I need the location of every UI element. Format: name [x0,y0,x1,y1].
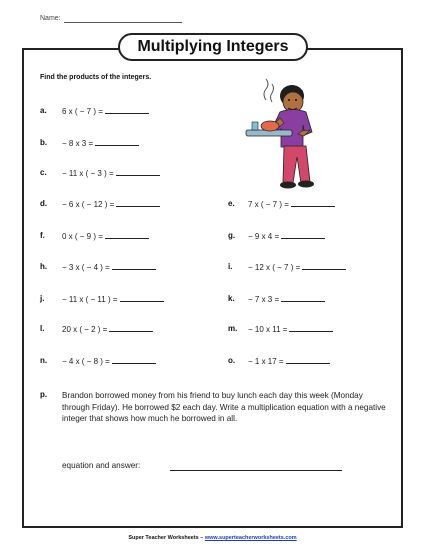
problem-text: 6 x ( − 7 ) = [62,107,103,116]
problem-text: − 4 x ( − 8 ) = [62,357,110,366]
problem-m [248,324,333,334]
problem-a [62,106,149,116]
answer-blank[interactable] [105,106,149,114]
problem-o [248,356,330,366]
problem-text: − 7 x 3 = [248,295,280,304]
footer-link[interactable]: www.superteacherworksheets.com [204,535,297,541]
problem-l [62,324,153,334]
problem-text: − 12 x ( − 7 ) = [248,263,301,272]
answer-blank[interactable] [281,231,325,239]
worksheet-frame [22,48,403,528]
answer-blank[interactable] [112,262,156,270]
footer-separator: – [200,535,204,541]
word-problem-text: Brandon borrowed money from his friend to buy lunch each day this week (Monday through Friday). He borrowed $2 each day. Write a multiplication equation with a negative integer that shows how much he borrowed in all. [62,391,386,423]
answer-blank[interactable] [116,199,160,207]
answer-blank[interactable] [281,294,325,302]
problem-c [62,168,160,178]
problem-letter: m. [228,324,238,333]
problem-b [62,138,139,148]
problem-text: − 9 x 4 = [248,232,280,241]
answer-blank[interactable] [120,294,164,302]
problem-text: 0 x ( − 9 ) = [62,232,103,241]
footer [0,535,425,541]
problem-letter: d. [40,199,48,208]
page-title: Multiplying Integers [118,33,308,61]
problem-text: − 11 x ( − 11 ) = [62,295,118,304]
answer-blank[interactable] [109,324,153,332]
problem-letter: p. [40,390,48,399]
problem-k [248,294,325,304]
name-field-line[interactable] [64,22,182,23]
problem-letter: c. [40,168,47,177]
footer-brand: Super Teacher Worksheets [128,535,199,541]
problem-g [248,231,325,241]
problem-letter: n. [40,356,48,365]
answer-blank[interactable] [289,324,333,332]
problem-text: − 3 x ( − 4 ) = [62,263,110,272]
boy-with-lunch-tray-icon [228,78,328,190]
problem-text: − 6 x ( − 12 ) = [62,200,115,209]
problem-e [248,199,335,209]
problem-letter: k. [228,294,235,303]
problem-letter: l. [40,324,45,333]
problem-text: 20 x ( − 2 ) = [62,325,108,334]
answer-blank[interactable] [116,168,160,176]
answer-blank[interactable] [105,231,149,239]
answer-blank[interactable] [302,262,346,270]
problem-h [62,262,156,272]
problem-letter: h. [40,262,48,271]
problem-letter: o. [228,356,236,365]
equation-label: equation and answer: [62,461,141,470]
problem-letter: f. [40,231,45,240]
problem-j [62,294,164,304]
problem-letter: j. [40,294,45,303]
answer-blank[interactable] [286,356,330,364]
answer-blank[interactable] [95,138,139,146]
instructions: Find the products of the integers. [40,74,152,81]
problem-i [248,262,346,272]
problem-letter: e. [228,199,235,208]
problem-letter: b. [40,138,48,147]
answer-blank[interactable] [112,356,156,364]
problem-text: − 8 x 3 = [62,139,94,148]
problem-text: 7 x ( − 7 ) = [248,200,289,209]
problem-letter: a. [40,106,47,115]
problem-d [62,199,160,209]
problem-letter: g. [228,231,236,240]
equation-answer-line[interactable] [170,470,342,471]
problem-letter: i. [228,262,233,271]
name-label: Name: [40,15,61,22]
problem-n [62,356,156,366]
answer-blank[interactable] [291,199,335,207]
problem-f [62,231,149,241]
problem-text: − 10 x 11 = [248,325,288,334]
problem-text: − 11 x ( − 3 ) = [62,169,114,178]
problem-text: − 1 x 17 = [248,357,284,366]
